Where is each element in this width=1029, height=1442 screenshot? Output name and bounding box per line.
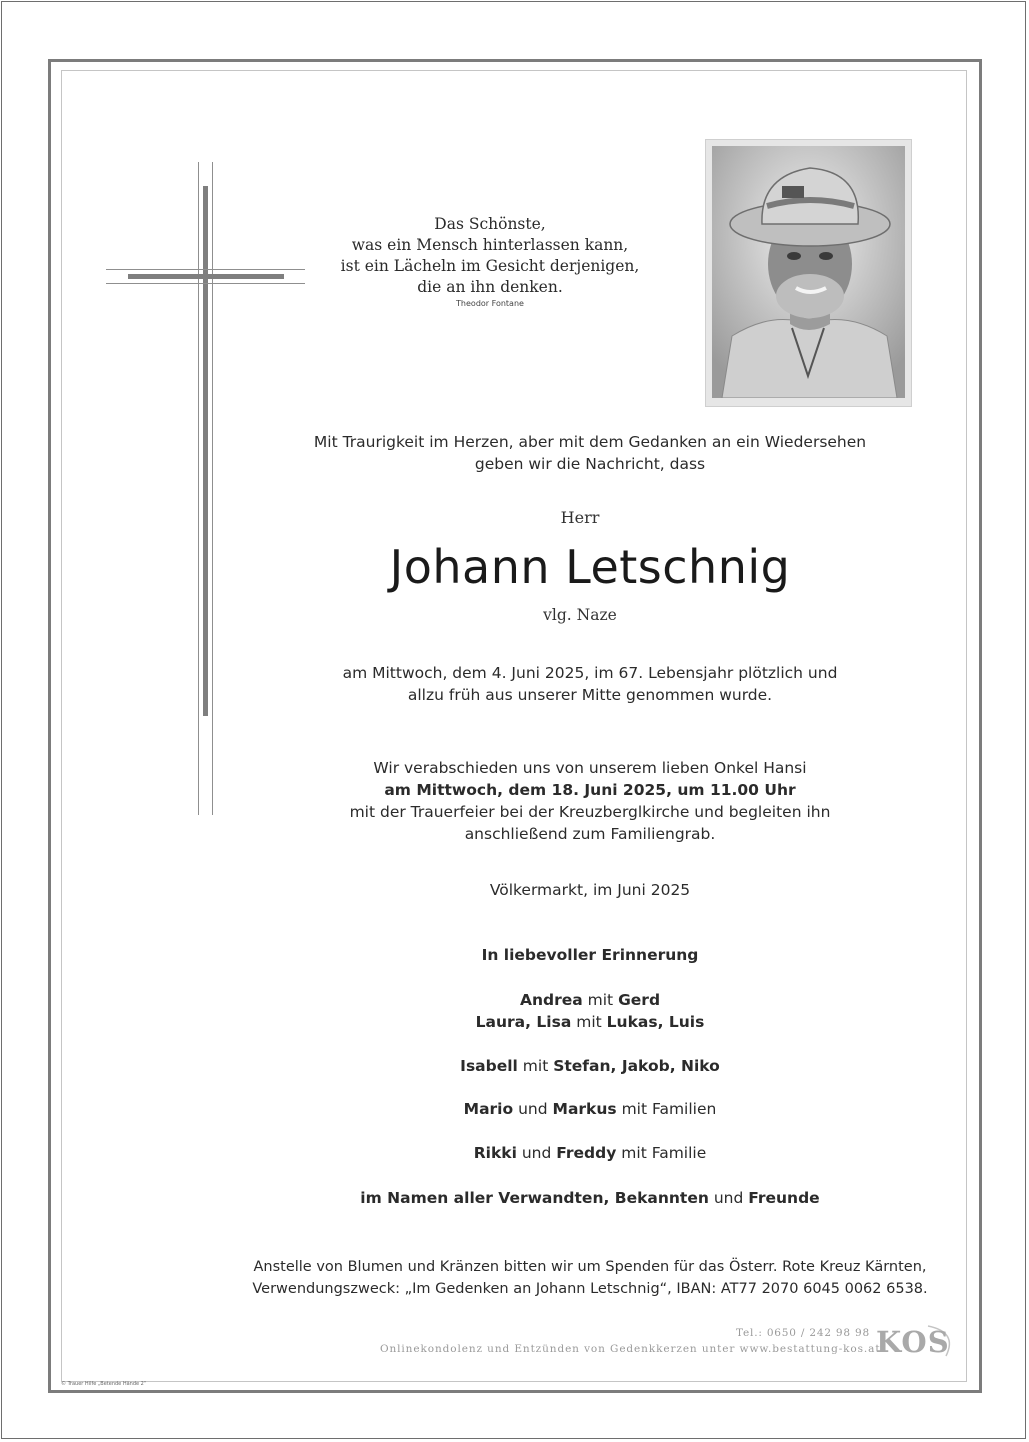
mourner-connector: mit [587,991,614,1009]
logo-text: KOS [876,1325,950,1359]
portrait-photo [712,146,905,398]
quote-line: was ein Mensch hinterlassen kann, [351,236,629,254]
quote-line: die an ihn denken. [417,278,563,296]
funeral-line: anschließend zum Familiengrab. [464,825,716,843]
mourner-name: Rikki [473,1144,517,1162]
mourner-line [330,1142,850,1164]
funeral-info [280,757,900,845]
funeral-line: Wir verabschieden uns von unserem lieben Onkel Hansi [373,759,807,777]
footer-online-link[interactable]: Onlinekondolenz und Entzünden von Gedenkkerzen unter www.bestattung-kos.at [380,1343,881,1355]
death-notice-line: am Mittwoch, dem 4. Juni 2025, im 67. Lebensjahr plötzlich und [342,664,838,682]
death-notice [280,662,900,706]
mourner-connector: und [518,1100,548,1118]
quote-line: Das Schönste, [434,215,546,233]
deceased-title: Herr [560,508,600,527]
mourner-connector: mit Familie [621,1144,707,1162]
mourner-connector: und [713,1189,744,1207]
mourner-line [330,1187,850,1209]
copyright-note: © Trauer Hilfe „Betende Hände 2“ [61,1381,147,1387]
mourner-name: Markus [552,1100,617,1118]
mourner-name: Laura, Lisa [475,1013,572,1031]
mourner-connector: mit [522,1057,549,1075]
donation-request [240,1256,940,1300]
mourner-line [330,989,850,1011]
mourner-connector: und [521,1144,552,1162]
mourner-name: Freddy [556,1144,617,1162]
mourner-name: Mario [463,1100,514,1118]
mourner-name: Freunde [748,1189,820,1207]
donation-line: Verwendungszweck: „Im Gedenken an Johann Letschnig“, IBAN: AT77 2070 6045 0062 6538. [252,1281,928,1297]
mourner-name: Gerd [618,991,661,1009]
mourner-name: Stefan, Jakob, Niko [553,1057,720,1075]
deceased-name: Johann Letschnig [389,540,791,594]
quote [300,214,680,310]
quote-line: ist ein Lächeln im Gesicht derjenigen, [340,257,640,275]
mourner-line [330,1098,850,1120]
place-date: Völkermarkt, im Juni 2025 [489,881,691,899]
mourner-connector: mit Familien [621,1100,717,1118]
intro-text [280,431,900,475]
footer-phone: Tel.: 0650 / 242 98 98 [736,1327,870,1339]
mourner-line [330,1055,850,1077]
death-notice-line: allzu früh aus unserer Mitte genommen wurde. [407,686,773,704]
quote-author: Theodor Fontane [456,299,524,308]
deceased-nickname: vlg. Naze [543,606,617,624]
donation-line: Anstelle von Blumen und Kränzen bitten wir um Spenden für das Österr. Rote Kreuz Kärnten, [253,1259,927,1275]
mourner-name: Isabell [460,1057,518,1075]
funeral-date: am Mittwoch, dem 18. Juni 2025, um 11.00 Uhr [384,781,796,799]
mourner-line [330,1011,850,1033]
memory-heading: In liebevoller Erinnerung [481,946,699,964]
intro-line: Mit Traurigkeit im Herzen, aber mit dem Gedanken an ein Wiedersehen [313,433,867,451]
mourner-name: im Namen aller Verwandten, Bekannten [360,1189,709,1207]
mourner-connector: mit [576,1013,602,1031]
mourner-name: Andrea [519,991,583,1009]
intro-line: geben wir die Nachricht, dass [474,455,706,473]
mourner-name: Lukas, Luis [606,1013,705,1031]
funeral-line: mit der Trauerfeier bei der Kreuzberglkirche und begleiten ihn [349,803,831,821]
funeral-home-logo [876,1322,956,1362]
